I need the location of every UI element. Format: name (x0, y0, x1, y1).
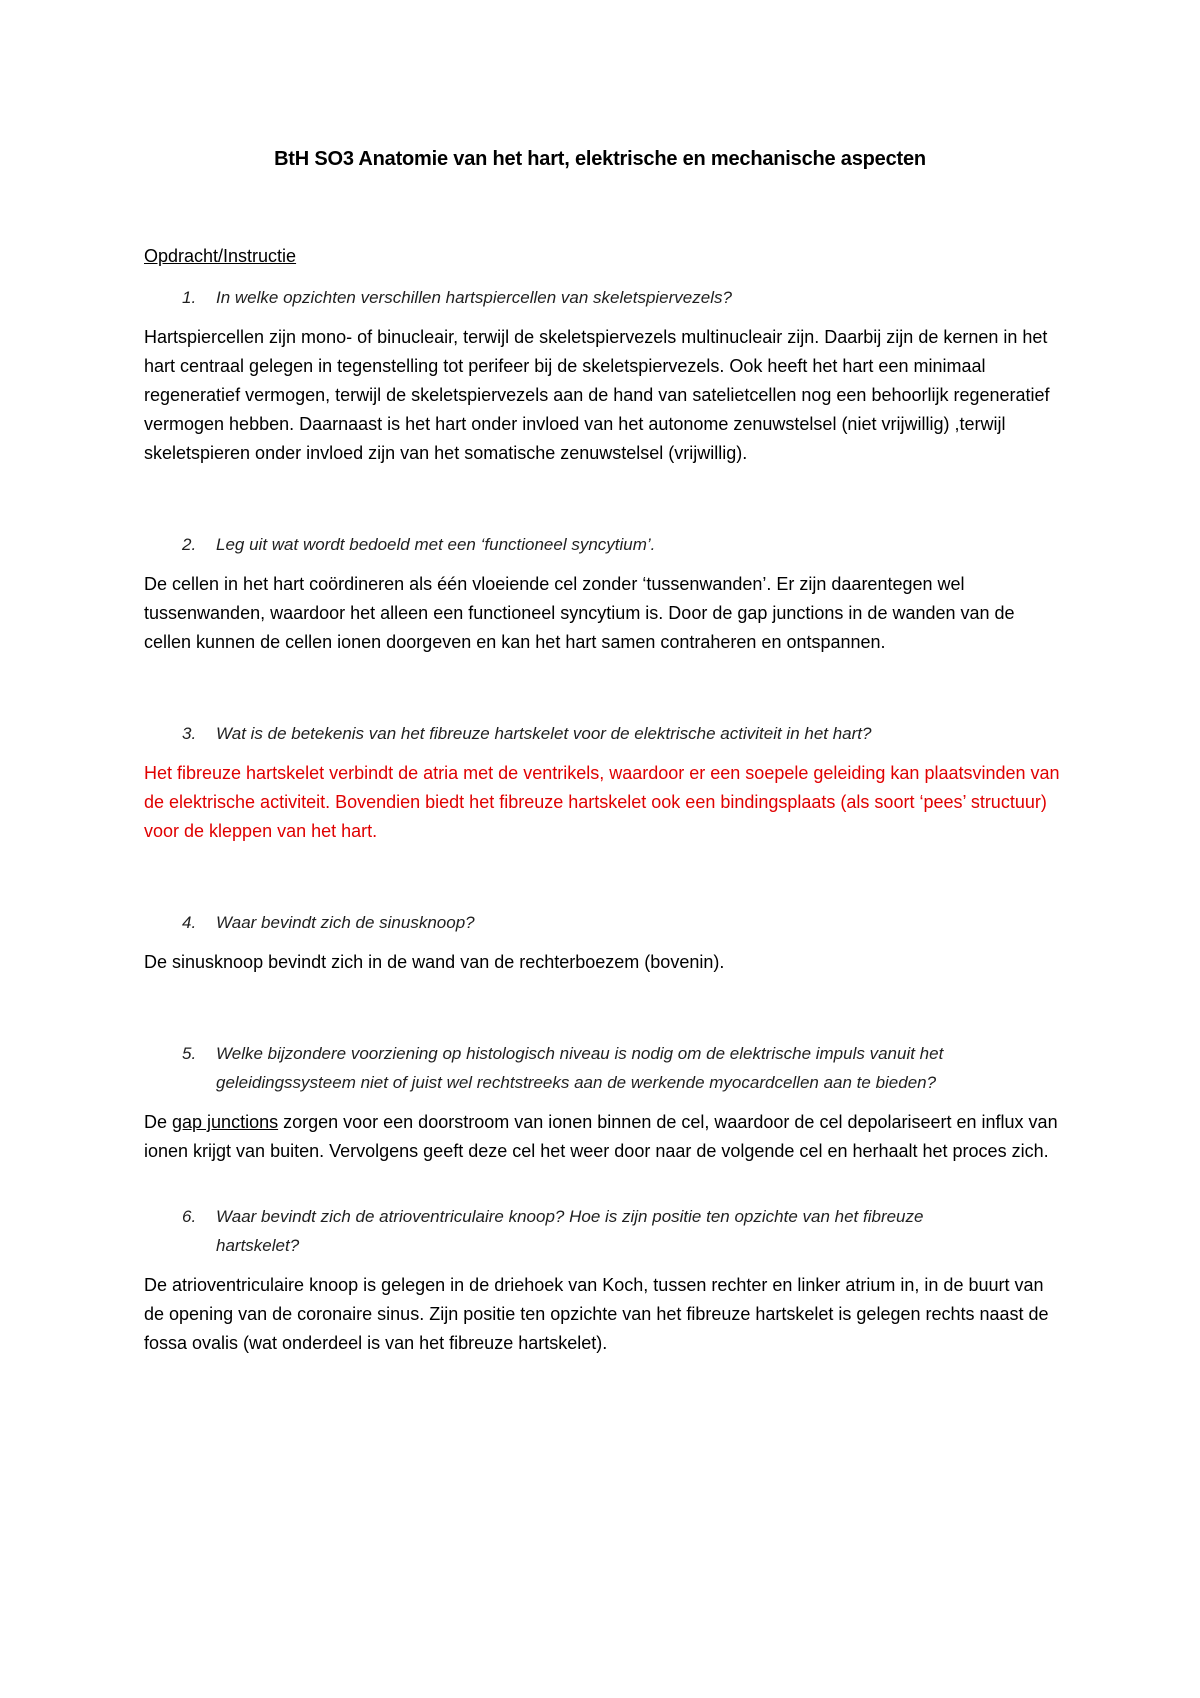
question-text: Welke bijzondere voorziening op histologisch niveau is nodig om de elektrische impuls vanuit het geleidingssysteem niet of juist wel rechtstreeks aan de werkende myocardcellen aan te bieden? (216, 1044, 944, 1092)
question-1 (144, 283, 1064, 312)
document-title: BtH SO3 Anatomie van het hart, elektrische en mechanische aspecten (274, 148, 926, 170)
question-number: 6. (182, 1207, 197, 1226)
question-number: 1. (182, 288, 197, 307)
question-3 (144, 719, 1064, 748)
question-number: 2. (182, 535, 197, 554)
question-text: Wat is de betekenis van het fibreuze hartskelet voor de elektrische activiteit in het hart? (216, 724, 872, 743)
question-2 (144, 530, 1064, 559)
question-6 (144, 1202, 1064, 1260)
answer-5 (144, 1108, 1064, 1166)
question-number: 5. (182, 1044, 197, 1063)
answer-suffix: zorgen voor een doorstroom van ionen binnen de cel, waardoor de cel depolariseert en influx van ionen krijgt van buiten. Vervolgens geeft deze cel het weer door naar de volgende cel en herhaalt het proces zich. (144, 1112, 1058, 1161)
question-text: Leg uit wat wordt bedoeld met een ‘functioneel syncytium’. (216, 535, 656, 554)
question-text: Waar bevindt zich de sinusknoop? (216, 913, 475, 932)
question-text: In welke opzichten verschillen hartspiercellen van skeletspiervezels? (216, 288, 732, 307)
answer-1: Hartspiercellen zijn mono- of binucleair, terwijl de skeletspiervezels multinucleair zijn. Daarbij zijn de kernen in het hart centraal gelegen in tegenstelling tot perifeer bij de skeletspiervezels. Ook heeft het hart een minimaal regeneratief vermogen, terwijl de skeletspiervezels aan de hand van satelietcellen nog een behoorlijk regeneratief vermogen hebben. Daarnaast is het hart onder invloed van het autonome zenuwstelsel (niet vrijwillig) ,terwijl skeletspieren onder invloed zijn van het somatische zenuwstelsel (vrijwillig). (144, 327, 1050, 463)
answer-2: De cellen in het hart coördineren als één vloeiende cel zonder ‘tussenwanden’. Er zijn daarentegen wel tussenwanden, waardoor het alleen een functioneel syncytium is. Door de gap junctions in de wanden van de cellen kunnen de cellen ionen doorgeven en kan het hart samen contraheren en ontspannen. (144, 574, 1015, 652)
gap-junctions-term: gap junctions (172, 1112, 279, 1132)
question-number: 4. (182, 913, 197, 932)
section-heading: Opdracht/Instructie (144, 246, 297, 266)
answer-3: Het fibreuze hartskelet verbindt de atria met de ventrikels, waardoor er een soepele geleiding kan plaatsvinden van de elektrische activiteit. Bovendien biedt het fibreuze hartskelet ook een bindingsplaats (als soort ‘pees’ structuur) voor de kleppen van het hart. (144, 763, 1060, 841)
answer-prefix: De (144, 1112, 173, 1132)
question-4 (144, 908, 1064, 937)
question-number: 3. (182, 724, 197, 743)
document-content (144, 244, 1064, 1358)
answer-6: De atrioventriculaire knoop is gelegen in de driehoek van Koch, tussen rechter en linker atrium in, in de buurt van de opening van de coronaire sinus. Zijn positie ten opzichte van het fibreuze hartskelet is gelegen rechts naast de fossa ovalis (wat onderdeel is van het fibreuze hartskelet). (144, 1275, 1049, 1353)
question-text: Waar bevindt zich de atrioventriculaire knoop? Hoe is zijn positie ten opzichte van het fibreuze hartskelet? (216, 1207, 924, 1255)
answer-4: De sinusknoop bevindt zich in de wand van de rechterboezem (bovenin). (144, 952, 725, 972)
question-5 (144, 1039, 1064, 1097)
